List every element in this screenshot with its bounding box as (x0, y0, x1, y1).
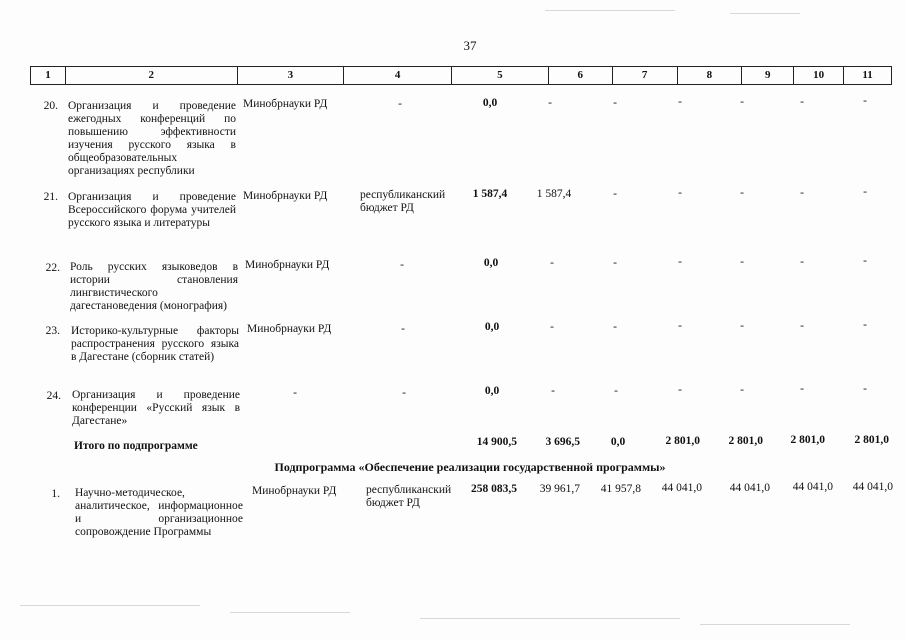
row-source: - (402, 387, 406, 399)
row-year-3: - (678, 96, 682, 108)
row-year-2: 41 957,8 (600, 483, 641, 495)
row-year-4: - (740, 384, 744, 396)
row-source: республиканский бюджет РД (360, 189, 446, 214)
row-year-4: - (740, 187, 744, 199)
row-name: Организация и проведение конференции «Русский язык в Дагестане» (72, 389, 240, 427)
header-col-10: 10 (794, 67, 844, 84)
header-col-4: 4 (344, 67, 452, 84)
row-year-5: - (800, 383, 804, 395)
header-col-9: 9 (742, 67, 794, 84)
row-name: Организация и проведение Всероссийского форума учителей русского языка и литературы (68, 191, 236, 229)
row-year-1: - (550, 257, 554, 269)
row-year-5: - (800, 96, 804, 108)
row-year-3: - (678, 320, 682, 332)
row-number: 23. (45, 325, 60, 337)
row-year-6: - (863, 319, 867, 331)
row-year-3: - (678, 187, 682, 199)
row-total: 0,0 (484, 321, 500, 333)
row-year-5: - (800, 256, 804, 268)
row-source: республиканский бюджет РД (366, 484, 452, 509)
row-year-2: - (613, 257, 617, 269)
row-year-2: - (613, 188, 617, 200)
row-number: 22. (45, 262, 60, 274)
row-year-6: - (863, 95, 867, 107)
scan-noise (545, 10, 675, 11)
row-source: - (401, 323, 405, 335)
subtotal-year-5: 2 801,0 (790, 434, 825, 446)
scan-noise (730, 13, 800, 14)
header-col-6: 6 (549, 67, 613, 84)
row-year-2: - (614, 385, 618, 397)
row-year-5: - (800, 320, 804, 332)
header-col-2: 2 (66, 67, 238, 84)
row-source: - (400, 259, 404, 271)
row-executor: Минобрнауки РД (245, 259, 330, 271)
scan-noise (700, 624, 850, 625)
subtotal-year-3: 2 801,0 (665, 435, 700, 447)
subtotal-year-6: 2 801,0 (854, 434, 889, 446)
row-number: 21. (43, 191, 58, 203)
section-title: Подпрограмма «Обеспечение реализации государственной программы» (274, 460, 666, 474)
row-executor: Минобрнауки РД (243, 190, 328, 202)
header-col-8: 8 (678, 67, 743, 84)
row-executor: - (293, 387, 297, 399)
subtotal-year-4: 2 801,0 (728, 435, 763, 447)
table-header (30, 66, 892, 85)
scan-noise (20, 605, 200, 606)
row-year-3: - (678, 256, 682, 268)
row-year-4: 44 041,0 (729, 482, 770, 494)
row-number: 24. (46, 390, 61, 402)
row-year-5: - (800, 187, 804, 199)
row-year-6: - (863, 383, 867, 395)
row-year-6: - (863, 255, 867, 267)
row-executor: Минобрнауки РД (252, 485, 337, 497)
row-year-4: - (740, 320, 744, 332)
row-total: 0,0 (484, 385, 500, 397)
row-year-1: 1 587,4 (536, 188, 572, 200)
row-name: Организация и проведение ежегодных конференций по повышению эффективности изучения русского языка в общеобразовательных организациях республики (68, 100, 236, 177)
row-executor: Минобрнауки РД (243, 98, 328, 110)
row-year-3: 44 041,0 (661, 482, 702, 494)
row-total: 1 587,4 (472, 188, 508, 200)
subtotal-label: Итого по подпрограмме (74, 440, 198, 452)
subtotal-year-1: 3 696,5 (545, 436, 580, 448)
row-total: 258 083,5 (471, 483, 517, 495)
subtotal-total: 14 900,5 (476, 436, 517, 448)
row-year-1: 39 961,7 (539, 483, 580, 495)
scan-noise (420, 618, 680, 619)
row-year-1: - (550, 321, 554, 333)
row-name: Историко-культурные факторы распространения русского языка в Дагестане (сборник статей) (71, 325, 239, 363)
row-total: 0,0 (483, 257, 499, 269)
subtotal-year-2: 0,0 (610, 436, 626, 448)
header-col-5: 5 (452, 67, 549, 84)
row-number: 20. (43, 100, 58, 112)
row-year-3: - (678, 384, 682, 396)
row-year-5: 44 041,0 (792, 481, 833, 493)
row-year-4: - (740, 96, 744, 108)
header-col-11: 11 (862, 69, 873, 81)
row-name: Роль русских языковедов в истории становления лингвистического дагестановедения (монография) (70, 261, 238, 312)
row-year-1: - (551, 385, 555, 397)
header-col-3: 3 (238, 67, 345, 84)
row-year-2: - (613, 97, 617, 109)
page-number: 37 (463, 38, 477, 53)
row-source: - (398, 98, 402, 110)
header-col-1: 1 (31, 67, 66, 84)
row-year-1: - (548, 97, 552, 109)
row-number: 1. (51, 488, 60, 500)
row-year-2: - (613, 321, 617, 333)
header-col-7: 7 (613, 67, 678, 84)
scan-noise (230, 612, 350, 613)
row-year-6: 44 041,0 (852, 481, 893, 493)
row-name: Научно-методическое, аналитическое, информационное и организационное сопровождение Программы (75, 487, 243, 538)
row-year-4: - (740, 256, 744, 268)
row-executor: Минобрнауки РД (247, 323, 332, 335)
row-total: 0,0 (482, 97, 498, 109)
row-year-6: - (863, 186, 867, 198)
